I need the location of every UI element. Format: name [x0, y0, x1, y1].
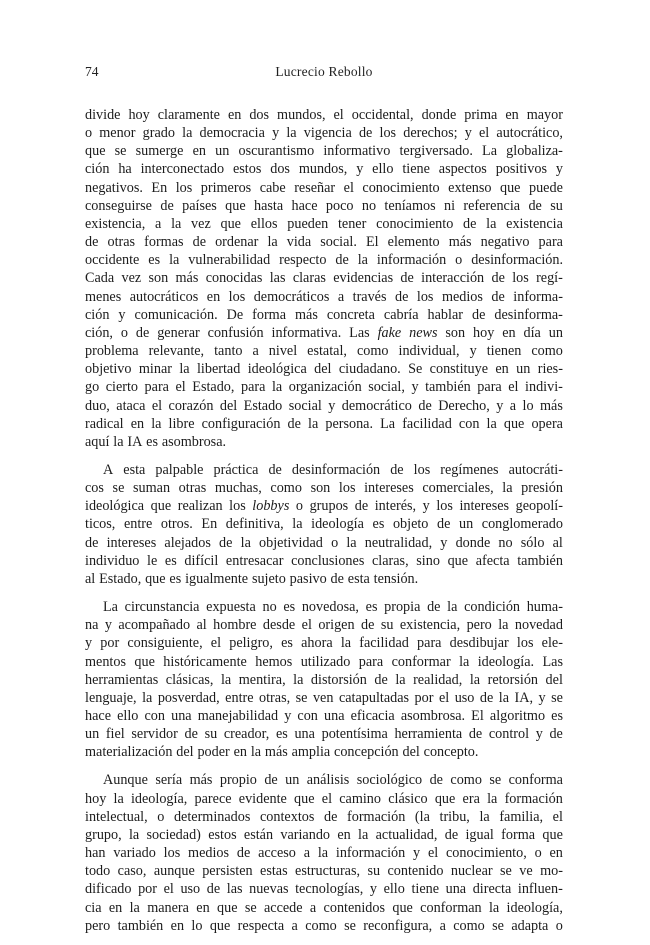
text-line: ideológica que realizan los lobbys o grupos de interés, y los intereses geopolí-: [85, 498, 563, 515]
body-text: [85, 106, 563, 945]
text-line: objetivo minar la libertad ideológica del ciudadano. Se constituye en un ries-: [85, 361, 563, 378]
text-line: duo, ataca el corazón del Estado social y democrático de Derecho, y a lo más: [85, 397, 563, 414]
text-line: de intereses alejados de la objetividad o la neutralidad, y donde no sólo al: [85, 534, 563, 551]
text-line: de otras formas de ordenar la vida social. El elemento más negativo para: [85, 234, 563, 251]
page-header: [85, 64, 563, 84]
text-line: menes autocráticos en los democráticos a través de los medios de informa-: [85, 288, 563, 305]
text-line: Cada vez son más conocidas las claras evidencias de interacción de los regí-: [85, 270, 563, 287]
paragraph: [85, 598, 563, 761]
text-line: han variado los medios de acceso a la información y el conocimiento, o en: [85, 845, 563, 862]
text-line: occidente es la vulnerabilidad respecto de la información o desinformación.: [85, 252, 563, 269]
text-line: La circunstancia expuesta no es novedosa, es propia de la condición huma-: [103, 599, 563, 616]
text-line: negativos. En los primeros cabe reseñar el conocimiento extenso que puede: [85, 179, 563, 196]
text-line: existencia, a la vez que ellos pueden tener conocimiento de la existencia: [85, 215, 563, 232]
text-line: hoy la ideología, parece evidente que el camino clásico que era la formación: [85, 790, 563, 807]
text-line: intelectual, o determinados contextos de formación (la tribu, la familia, el: [85, 808, 563, 825]
text-line: Aunque sería más propio de un análisis sociológico de como se conforma: [103, 772, 563, 789]
text-line: todo caso, aunque persisten estas estructuras, su contenido nuclear se ve mo-: [85, 863, 563, 880]
text-line: grupo, la sociedad) estos están variando en la actualidad, de igual forma que: [85, 826, 563, 843]
text-line: y por consiguiente, el peligro, es ahora la facilidad para desdibujar los ele-: [85, 635, 563, 652]
text-line: ción y comunicación. De forma más concreta cabría hablar de desinforma-: [85, 306, 563, 323]
text-line: individuo le es difícil entresacar conclusiones claras, sino que afecta también: [85, 552, 563, 569]
text-line: al Estado, que es igualmente sujeto pasivo de esta tensión.: [85, 570, 419, 587]
text-line: mentos que históricamente hemos utilizado para conformar la ideología. Las: [85, 653, 563, 670]
text-line: conseguirse de países que hasta hace poco no teníamos ni referencia de su: [85, 197, 563, 214]
text-line: que se sumerge en un oscurantismo informativo tergiversado. La globaliza-: [85, 143, 563, 160]
paragraph: [85, 461, 563, 588]
text-line: ción, o de generar confusión informativa. Las fake news son hoy en día un: [85, 324, 563, 341]
text-line: A esta palpable práctica de desinformación de los regímenes autocráti-: [103, 461, 563, 478]
text-line: materialización del poder en la más amplia concepción del concepto.: [85, 744, 479, 761]
text-line: dificado por el uso de las nuevas tecnologías, y ello tiene una directa influen-: [85, 881, 563, 898]
text-line: na y acompañado al hombre desde el origen de su existencia, pero la novedad: [85, 617, 563, 634]
text-line: lenguaje, la posverdad, entre otras, se ven catapultadas por el uso de la IA, y se: [85, 689, 563, 706]
paragraph: [85, 771, 563, 934]
text-line: o menor grado la democracia y la vigencia de los derechos; y el autocrático,: [85, 125, 563, 142]
running-head: Lucrecio Rebollo: [275, 64, 373, 79]
paragraph: [85, 106, 563, 451]
text-line: ticos, entre otros. En definitiva, la ideología es objeto de un conglomerado: [85, 516, 563, 533]
text-line: cia en la manera en que se accede a contenidos que conforman la ideología,: [85, 899, 563, 916]
text-line: un fiel servidor de su creador, es una potentísima herramienta de control y de: [85, 726, 563, 743]
text-line: cos se suman otras muchas, como son los intereses comerciales, la presión: [85, 480, 563, 497]
text-line: divide hoy claramente en dos mundos, el occidental, donde prima en mayor: [85, 107, 563, 123]
text-line: problema relevante, tanto a nivel estatal, como individual, y tienen como: [85, 343, 563, 360]
text-line: pero también en lo que respecta a como se reconfigura, a como se adapta o: [85, 917, 563, 934]
text-line: aquí la IA es asombrosa.: [85, 433, 227, 450]
text-line: herramientas clásicas, la mentira, la distorsión de la realidad, la retorsión del: [85, 671, 563, 688]
text-line: radical en la libre configuración de la persona. La facilidad con la que opera: [85, 415, 563, 432]
text-line: hace ello con una manejabilidad y con una eficacia asombrosa. El algoritmo es: [85, 708, 563, 724]
page-number: 74: [85, 64, 99, 79]
text-line: ción ha interconectado estos dos mundos, y ello tiene aspectos positivos y: [85, 161, 563, 178]
text-line: go cierto para el Estado, para la organización social, y también para el indivi-: [85, 379, 563, 396]
